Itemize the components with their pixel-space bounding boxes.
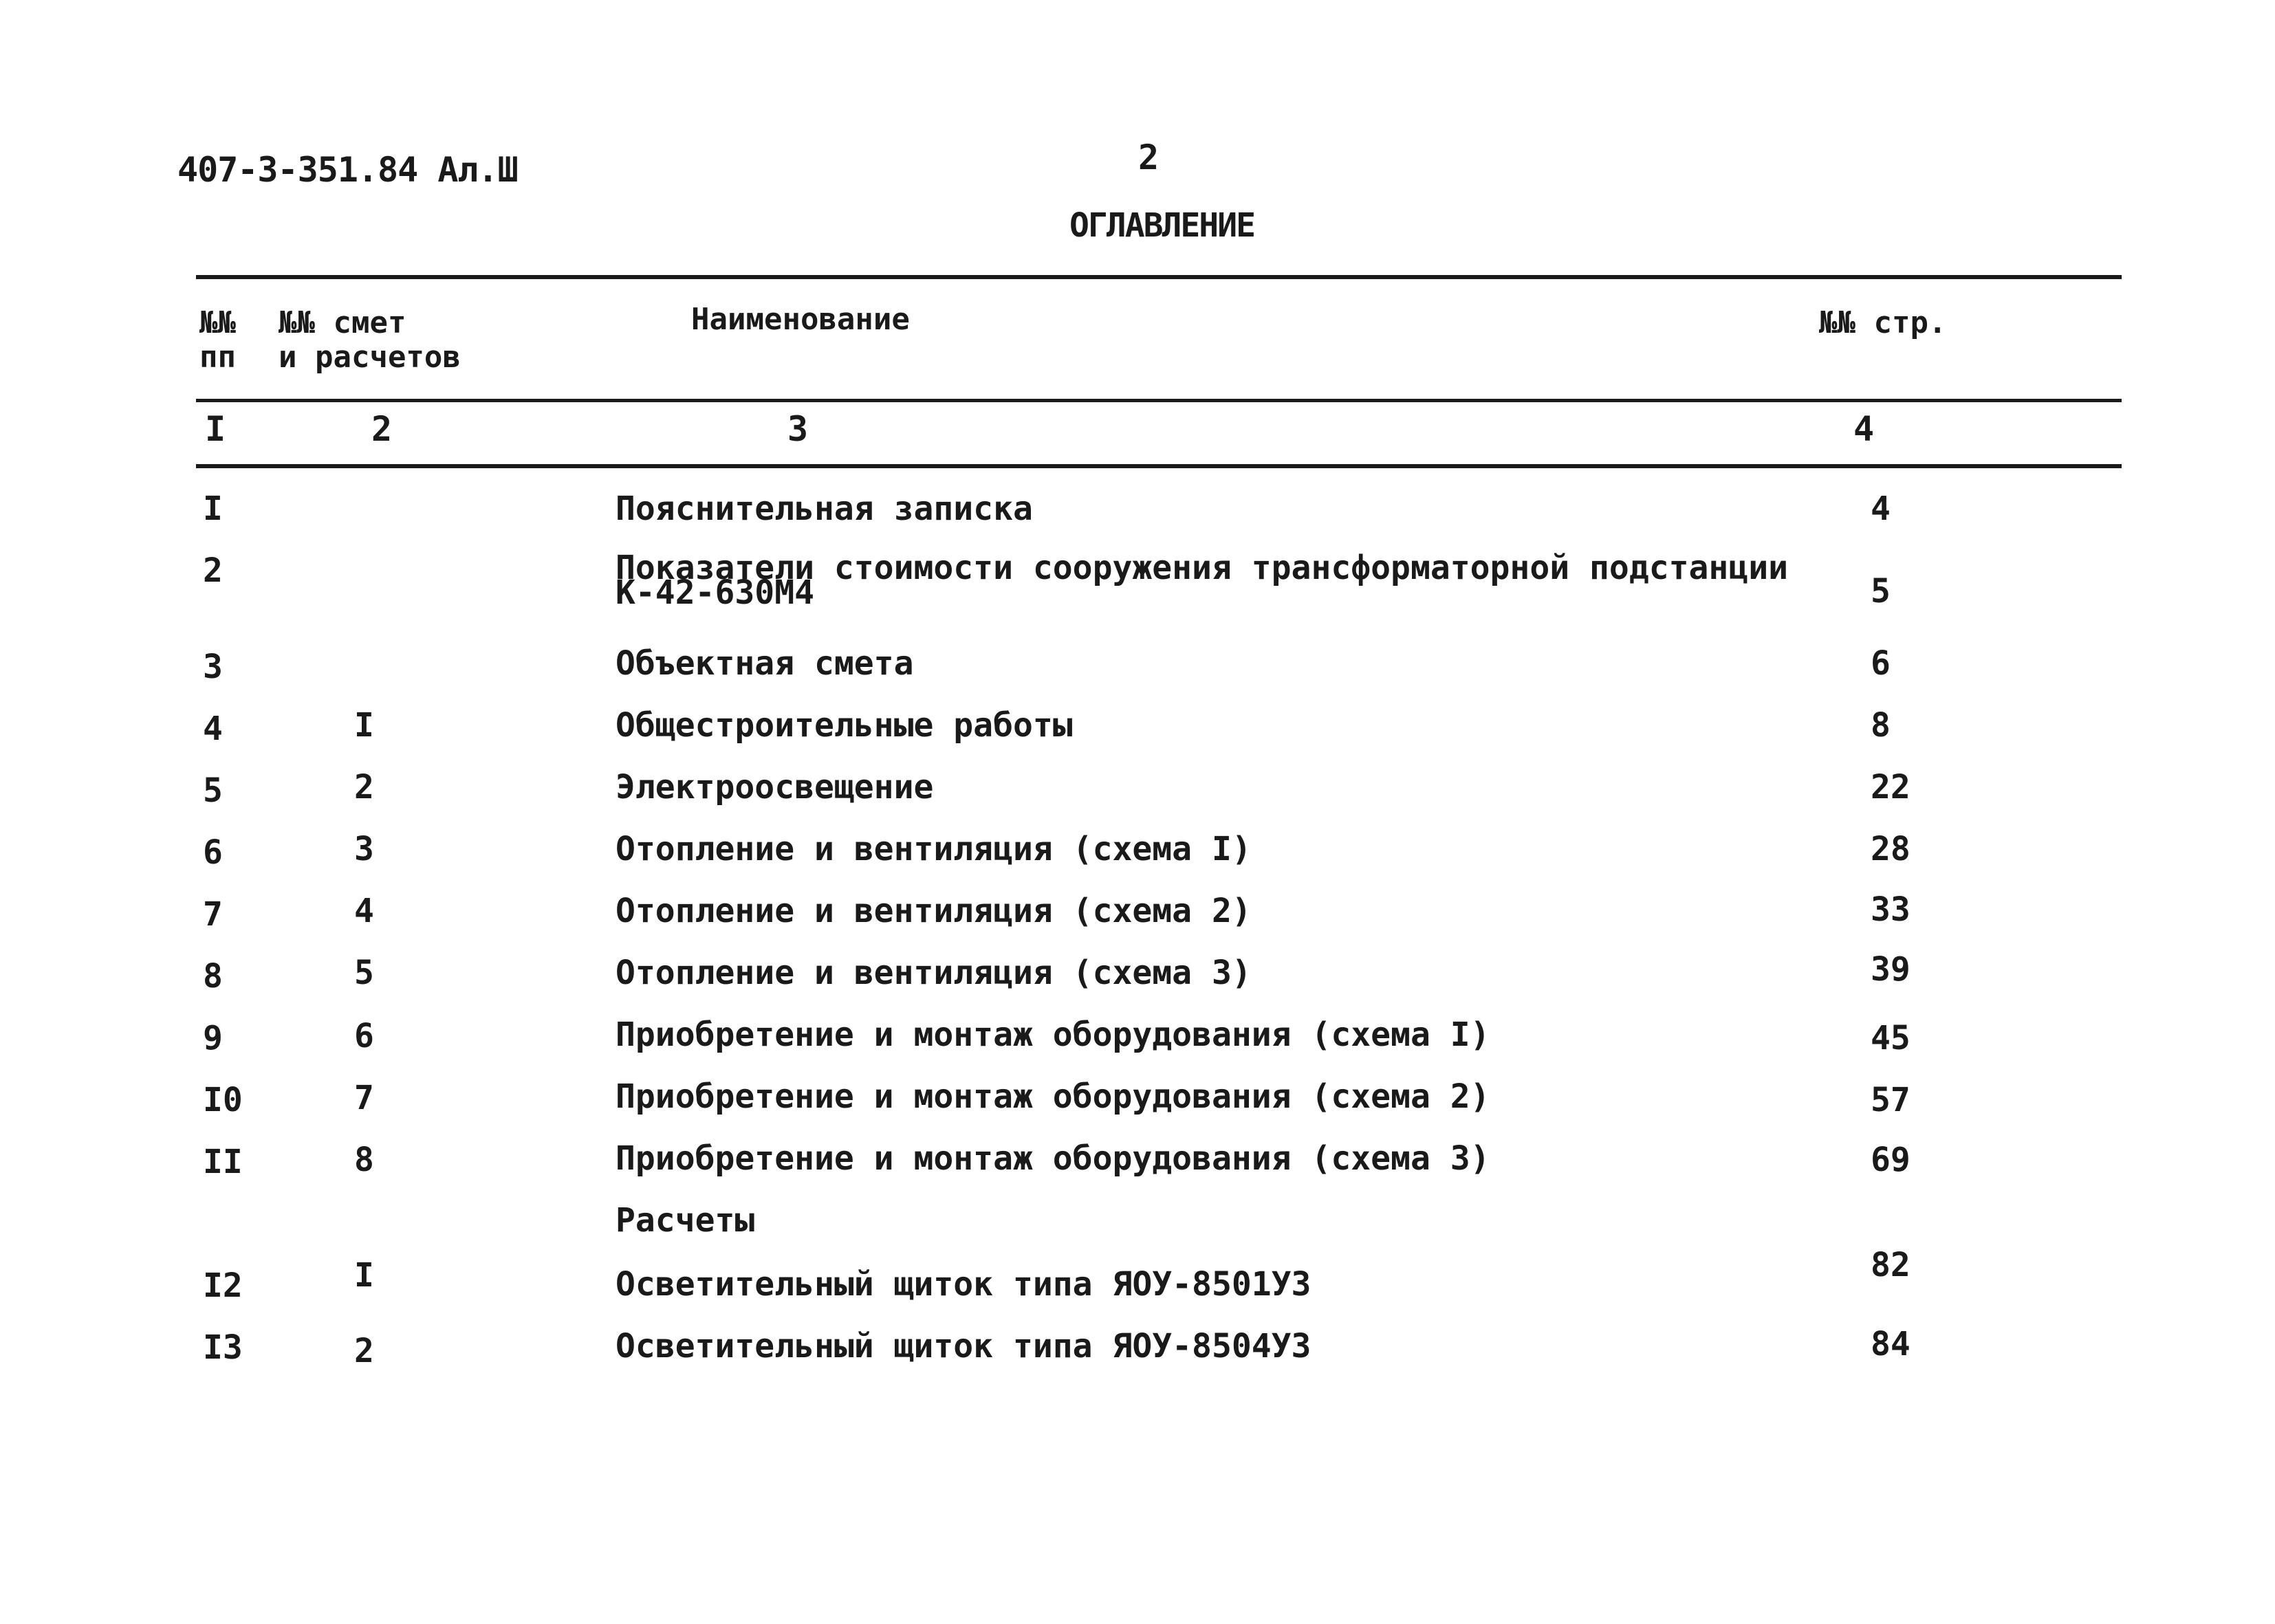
- row-smeta: I: [354, 1256, 374, 1295]
- row-page: 82: [1871, 1246, 1911, 1284]
- row-name: Показатели стоимости сооружения трансформаторной подстанции К-42-630М4: [616, 549, 1789, 612]
- row-section-heading: Расчеты: [616, 1201, 755, 1240]
- row-pp: 6: [203, 833, 223, 872]
- row-name: Объектная смета: [616, 644, 914, 683]
- row-page: 84: [1871, 1325, 1911, 1363]
- column-number-1: I: [205, 409, 226, 449]
- row-name: Осветительный щиток типа ЯОУ-8501УЗ: [616, 1265, 1311, 1304]
- table-top-rule: [196, 275, 2122, 279]
- row-smeta: 4: [354, 892, 374, 930]
- page-number: 2: [1138, 138, 1160, 177]
- row-name: Осветительный щиток типа ЯОУ-8504УЗ: [616, 1327, 1311, 1365]
- row-name: Отопление и вентиляция (схема 3): [616, 954, 1252, 992]
- row-pp: I0: [203, 1081, 243, 1119]
- column-numbers-bottom-rule: [196, 464, 2122, 468]
- row-pp: 5: [203, 771, 223, 810]
- row-smeta: 3: [354, 830, 374, 868]
- row-name: Электроосвещение: [616, 768, 934, 806]
- column-number-4: 4: [1853, 409, 1875, 449]
- row-smeta: 2: [354, 768, 374, 806]
- header-col-smeta-line2: и расчетов: [279, 340, 461, 375]
- row-name: Пояснительная записка: [616, 490, 1033, 528]
- row-pp: 3: [203, 648, 223, 686]
- row-page: 33: [1871, 890, 1911, 929]
- row-page: 8: [1871, 706, 1891, 745]
- row-page: 45: [1871, 1019, 1911, 1057]
- header-col-pp: [199, 306, 236, 375]
- row-name: Приобретение и монтаж оборудования (схема I): [616, 1016, 1490, 1054]
- header-bottom-rule: [196, 399, 2122, 402]
- row-pp: 9: [203, 1019, 223, 1057]
- row-pp: I2: [203, 1266, 243, 1305]
- row-pp: I: [203, 490, 223, 528]
- header-col-smeta: [279, 306, 461, 375]
- row-pp: II: [203, 1143, 243, 1181]
- row-pp: 4: [203, 710, 223, 748]
- row-page: 69: [1871, 1141, 1911, 1179]
- header-col-pp-line1: №№: [199, 305, 236, 340]
- row-page: 57: [1871, 1081, 1911, 1119]
- header-col-name: Наименование: [691, 302, 910, 337]
- row-smeta: 6: [354, 1017, 374, 1055]
- row-smeta: 5: [354, 954, 374, 992]
- header-col-pp-line2: пп: [199, 340, 236, 375]
- row-page: 22: [1871, 768, 1911, 806]
- row-page: 5: [1871, 572, 1891, 611]
- column-number-2: 2: [371, 409, 393, 449]
- row-smeta: 2: [354, 1332, 374, 1370]
- row-name: Приобретение и монтаж оборудования (схема 3): [616, 1139, 1490, 1178]
- row-page: 39: [1871, 950, 1911, 989]
- row-pp: 7: [203, 895, 223, 934]
- row-name: Приобретение и монтаж оборудования (схема 2): [616, 1077, 1490, 1116]
- row-page: 28: [1871, 830, 1911, 868]
- row-name: Отопление и вентиляция (схема 2): [616, 892, 1252, 930]
- row-pp: I3: [203, 1328, 243, 1367]
- row-pp: 2: [203, 551, 223, 590]
- row-smeta: 7: [354, 1079, 374, 1117]
- row-page: 4: [1871, 490, 1891, 528]
- page-title: ОГЛАВЛЕНИЕ: [1069, 206, 1254, 245]
- row-name: Отопление и вентиляция (схема I): [616, 830, 1252, 868]
- header-col-smeta-line1: №№ смет: [279, 305, 406, 340]
- row-name: Общестроительные работы: [616, 706, 1073, 745]
- header-col-page: №№ стр.: [1819, 305, 1947, 340]
- row-smeta: 8: [354, 1141, 374, 1179]
- row-smeta: I: [354, 706, 374, 745]
- column-number-3: 3: [787, 409, 809, 449]
- document-code: 407-3-351.84 Ал.Ш: [177, 150, 518, 190]
- row-pp: 8: [203, 957, 223, 996]
- row-page: 6: [1871, 644, 1891, 683]
